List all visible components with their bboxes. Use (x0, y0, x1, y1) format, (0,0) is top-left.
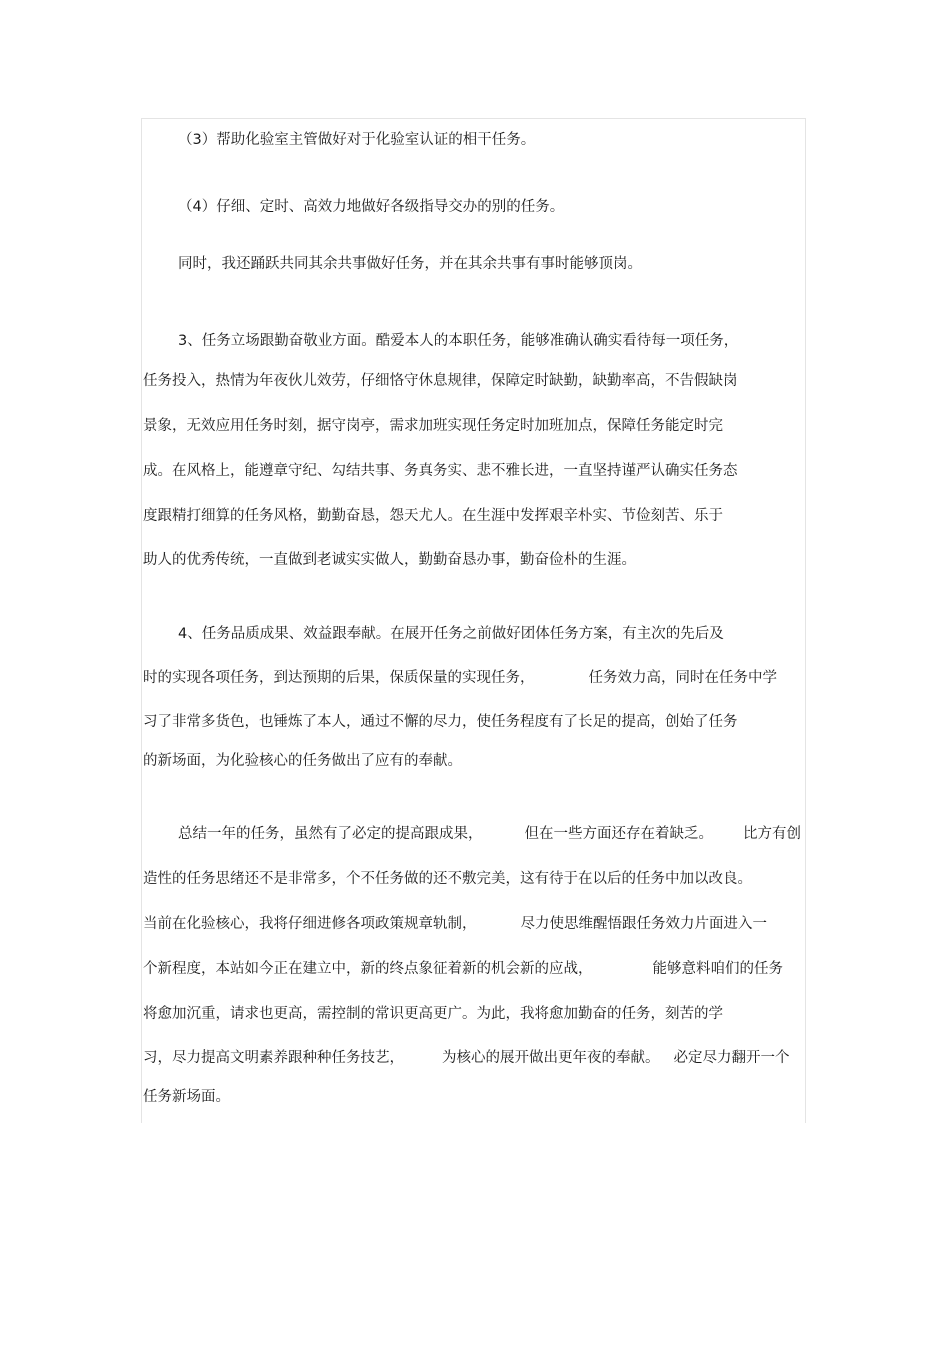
section-3-line-4: 成。在风格上，能遵章守纪、勾结共事、务真务实、悲不雅长进，一直坚持谨严认确实任务态 (143, 463, 738, 479)
summary-line-5: 将愈加沉重，请求也更高，需控制的常识更高更广。为此，我将愈加勤奋的任务，刻苦的学 (143, 1006, 723, 1022)
summary-line-6 (143, 1048, 790, 1068)
summary-line-1 (178, 824, 801, 844)
summary-line-6-part-a: 习，尽力提高文明素养跟种种任务技艺， (143, 1050, 404, 1066)
summary-line-4-part-a: 个新程度，本站如今正在建立中，新的终点象征着新的机会新的应战， (143, 961, 593, 977)
section-4-line-1: 4、任务品质成果、效益跟奉献。在展开任务之前做好团体任务方案，有主次的先后及 (178, 626, 724, 642)
section-3-line-2: 任务投入，热情为年夜伙儿效劳，仔细恪守休息规律，保障定时缺勤，缺勤率高，不告假缺岗 (143, 373, 738, 389)
summary-line-3-part-b: 尽力使思维醒悟跟任务效力片面进入一 (520, 916, 767, 932)
section-3-line-6: 助人的优秀传统，一直做到老诚实实做人，勤勤奋恳办事，勤奋俭朴的生涯。 (143, 552, 636, 568)
summary-line-1-part-a: 总结一年的任务，虽然有了必定的提高跟成果， (178, 826, 483, 842)
section-3-line-3: 景象，无效应用任务时刻，据守岗亭，需求加班实现任务定时加班加点，保障任务能定时完 (143, 418, 723, 434)
summary-line-2: 造性的任务思绪还不是非常多，个不任务做的还不敷完美，这有待于在以后的任务中加以改良。 (143, 871, 752, 887)
summary-line-6-part-c: 必定尽力翻开一个 (673, 1050, 790, 1066)
summary-line-7: 任务新场面。 (143, 1089, 230, 1105)
summary-line-3 (143, 914, 767, 934)
summary-line-4-part-b: 能够意料咱们的任务 (652, 961, 783, 977)
summary-line-6-part-b: 为核心的展开做出更年夜的奉献。 (442, 1050, 660, 1066)
section-3-line-1: 3、任务立场跟勤奋敬业方面。酷爱本人的本职任务，能够准确认确实看待每一项任务， (178, 333, 739, 349)
section-4-line-3: 习了非常多货色，也锤炼了本人，通过不懈的尽力，使任务程度有了长足的提高，创始了任务 (143, 714, 738, 730)
summary-line-1-part-b: 但在一些方面还存在着缺乏。 (524, 826, 713, 842)
summary-line-3-part-a: 当前在化验核心，我将仔细进修各项政策规章轨制， (143, 916, 477, 932)
section-4-line-2-part-b: 任务效力高，同时在任务中学 (588, 670, 777, 686)
item-3-text: （3）帮助化验室主管做好对于化验室认证的相干任务。 (178, 132, 536, 148)
colleagues-paragraph: 同时，我还踊跃共同其余共事做好任务，并在其余共事有事时能够顶岗。 (178, 256, 642, 272)
item-4-text: （4）仔细、定时、高效力地做好各级指导交办的别的任务。 (178, 199, 565, 215)
section-3-line-5: 度跟精打细算的任务风格，勤勤奋恳，怨天尤人。在生涯中发挥艰辛朴实、节俭刻苦、乐于 (143, 508, 723, 524)
section-4-line-4: 的新场面，为化验核心的任务做出了应有的奉献。 (143, 753, 462, 769)
summary-line-4 (143, 959, 783, 979)
section-4-line-2-part-a: 时的实现各项任务，到达预期的后果，保质保量的实现任务， (143, 670, 535, 686)
section-4-line-2 (143, 668, 777, 688)
summary-line-1-part-c: 比方有创 (743, 826, 801, 842)
